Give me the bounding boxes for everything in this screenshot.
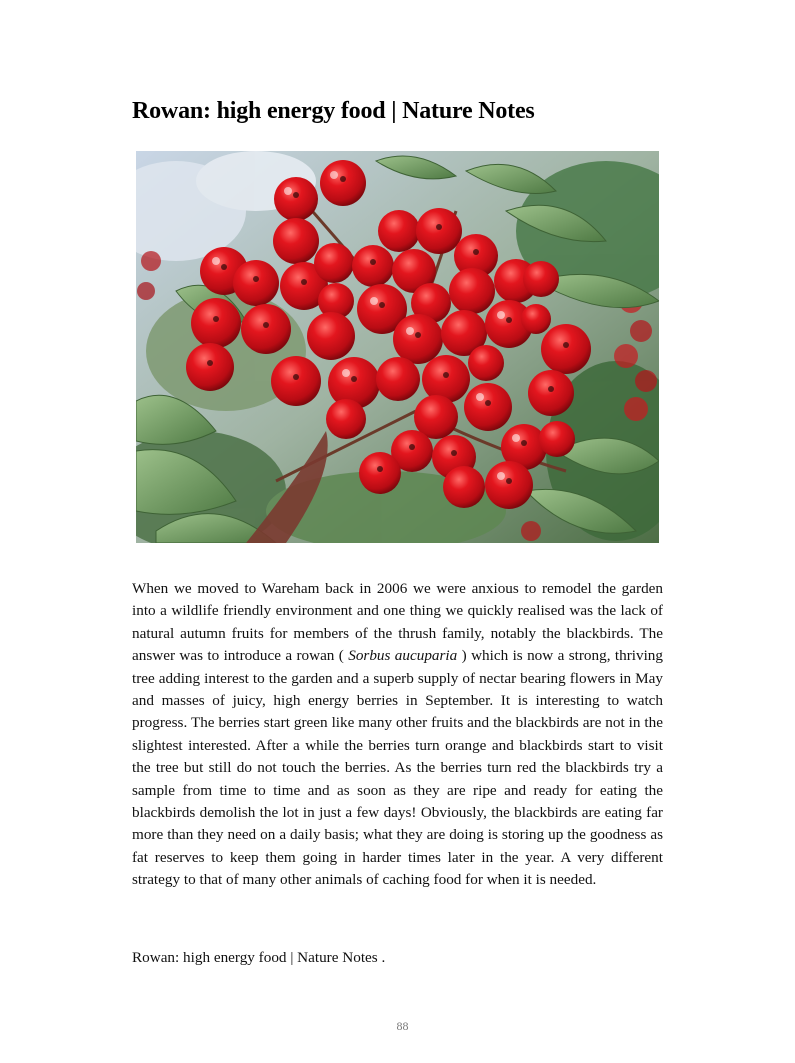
species-name: Sorbus aucuparia bbox=[348, 647, 458, 665]
article-body-intro: When we moved to Wareham back in 2006 we were anxious to remodel the garden into a wildlife friendly environment and one thing we quickly realised was the lack of natural autumn fruits for members of the thrush family, notably the blackbirds. The answer was to introduce a rowan ( bbox=[132, 580, 663, 665]
rowan-berries-photo bbox=[136, 151, 659, 543]
article-body-rest: ) which is now a strong, thriving tree adding interest to the garden and a superb supply of nectar bearing flowers in May and masses of juicy, high energy berries in September. It is interesting to watch progress. The berries start green like many other fruits and the blackbirds are not in the slightest interested. After a while the berries turn orange and blackbirds start to visit the tree but still do not touch the berries. As the berries turn red the blackbirds try a sample from time to time and as soon as they are ripe and ready for eating the blackbirds demolish the lot in just a few days! Obviously, the blackbirds are eating far more than they need on a daily basis; what they are doing is storing up the goodness as fat reserves to keep them going in harder times later in the year. A very different strategy to that of many other animals of caching food for when it is needed. bbox=[132, 647, 663, 889]
page-number: 88 bbox=[396, 1019, 409, 1033]
source-line: Rowan: high energy food | Nature Notes . bbox=[132, 949, 386, 966]
article-body bbox=[132, 578, 663, 892]
page-title: Rowan: high energy food | Nature Notes bbox=[132, 98, 535, 124]
